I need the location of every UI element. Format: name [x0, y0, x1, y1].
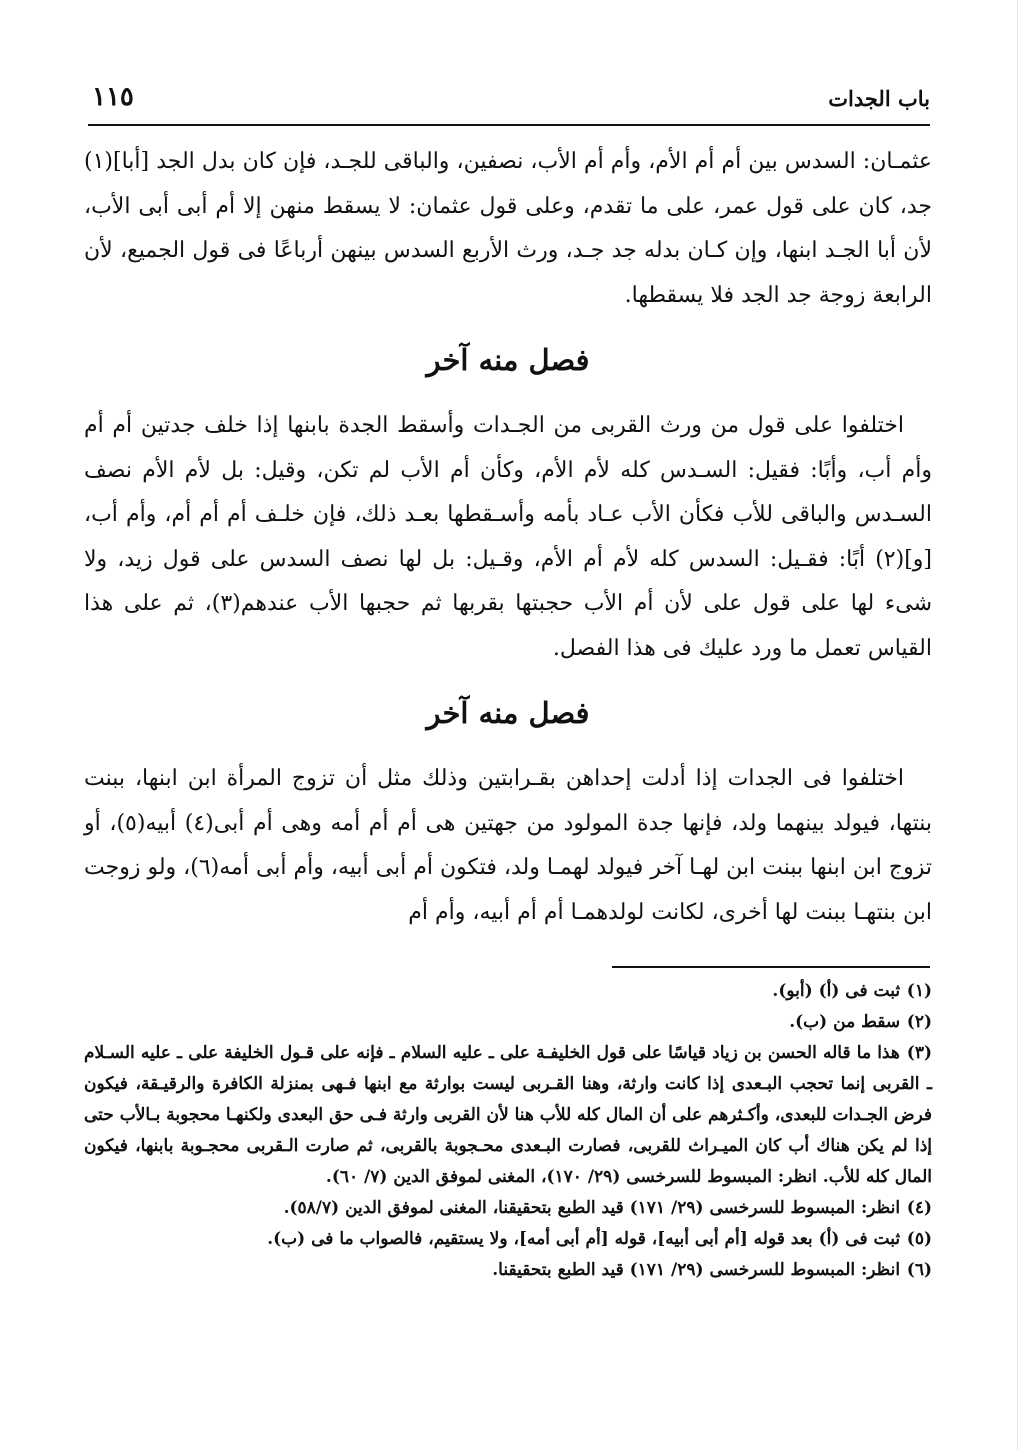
page-header — [88, 78, 930, 120]
page-edge — [1017, 0, 1018, 1450]
main-text — [84, 140, 932, 935]
footnote-number: (١) — [906, 981, 932, 1001]
footnote-3 — [84, 1038, 932, 1193]
paragraph-2: اختلفوا على قول من ورث القربى من الجـدات وأسقط الجدة بابنها إذا خلف جدتين أم أم وأم أب، وأبًا: فقيل: السـدس كله لأم الأم، وكأن أم الأب لم تكن، وقيل: بل لأم الأم نصف السـدس والباقى للأب فكأن الأب عـاد بأمه وأسـقطها بعـد ذلك، فإن خلـف أم أم أم، وأم أب، [و](٢) أبًا: فقـيل: السدس كله لأم أم الأم، وقـيل: بل لها نصف السدس على قول زيد، ولا شىء لها على قول على لأن أم الأب حجبتها بقربها ثم حجبها الأب عندهم(٣)، ثم على هذا القياس تعمل ما ورد عليك فى هذا الفصل. — [84, 413, 933, 661]
footnote-number: (٢) — [906, 1012, 932, 1032]
footnote-text: ثبت فى (أ) بعد قوله [أم أبى أبيه]، قوله [أم أبى أمه]، ولا يستقيم، فالصواب ما فى (ب). — [267, 1229, 901, 1249]
footnote-number: (٦) — [906, 1260, 932, 1280]
footnote-6 — [84, 1255, 932, 1286]
footnote-number: (٣) — [906, 1043, 932, 1063]
footnote-2 — [84, 1007, 932, 1038]
running-title: باب الجدات — [828, 86, 930, 111]
footnote-number: (٤) — [906, 1198, 932, 1218]
section-heading-1: فصل منه آخر — [426, 343, 590, 377]
footnote-1 — [84, 976, 932, 1007]
footnote-text: سقط من (ب). — [789, 1012, 901, 1032]
footnote-text: هذا ما قاله الحسن بن زياد قياسًا على قول الخليفـة على ـ عليه السلام ـ فإنه على قـول الخليفة على ـ عليه السـلام ـ القربى إنما تحجب البـعدى إذا كانت وارثة، وهنا القـربى ليست بوارثة مع ابنها فـهى بمنزلة الكافرة والرقيـقة، فيكون فرض الجـدات للبعدى، وأكـثرهم على أن المال كله للأب هنا لأن القربى وارثة فـى حق البعدى ولكنهـا محجوبة بـالأب حتى إذا لم يكن هناك أب كان الميـراث للقربى، فصارت البـعدى محـجوبة بالقربى، ثم صارت الـقربى محجـوبة بابنها، فيكون المال كله للأب. انظر: المبسوط للسرخسى (٢٩/ ١٧٠)، المغنى لموفق الدين (٧/ ٦٠). — [84, 1043, 933, 1187]
footnote-text: ثبت فى (أ) (أبو). — [772, 981, 901, 1001]
footnotes — [84, 976, 932, 1286]
footnote-4 — [84, 1193, 932, 1224]
page-number: ١١٥ — [92, 82, 134, 112]
footnote-text: انظر: المبسوط للسرخسى (٢٩/ ١٧١) قيد الطبع بتحقيقنا. — [492, 1260, 901, 1280]
paragraph-3: اختلفوا فى الجدات إذا أدلت إحداهن بقـرابتين وذلك مثل أن تزوج المرأة ابن ابنها، ببنت بنتها، فيولد بينهما ولد، فإنها جدة المولود من جهتين هى أم أم أمه وهى أم أبى(٤) أبيه(٥)، أو تزوج ابن ابنها ببنت ابن لهـا آخر فيولد لهمـا ولد، فتكون أم أبى أبيه، وأم أبى أمه(٦)، ولو زوجت ابن بنتهـا ببنت لها أخرى، لكانت لولدهمـا أم أم أبيه، وأم أم — [84, 766, 933, 925]
footnote-5 — [84, 1224, 932, 1255]
header-rule — [88, 124, 930, 126]
footnote-text: انظر: المبسوط للسرخسى (٢٩/ ١٧١) قيد الطبع بتحقيقنا، المغنى لموفق الدين (٥٨/٧). — [283, 1198, 901, 1218]
section-heading-2: فصل منه آخر — [426, 696, 590, 730]
footnote-rule — [612, 966, 930, 968]
paragraph-1: عثمـان: السدس بين أم أم الأم، وأم أم الأب، نصفين، والباقى للجـد، فإن كان بدل الجد [أبا](١) جد، كان على قول عمر، على ما تقدم، وعلى قول عثمان: لا يسقط منهن إلا أم أبى أبى الأب، لأن أبا الجـد ابنها، وإن كـان بدله جد جـد، ورث الأربع السدس بينهن أرباعًا فى قول الجميع، لأن الرابعة زوجة جد الجد فلا يسقطها. — [84, 149, 932, 308]
footnote-number: (٥) — [906, 1229, 932, 1249]
